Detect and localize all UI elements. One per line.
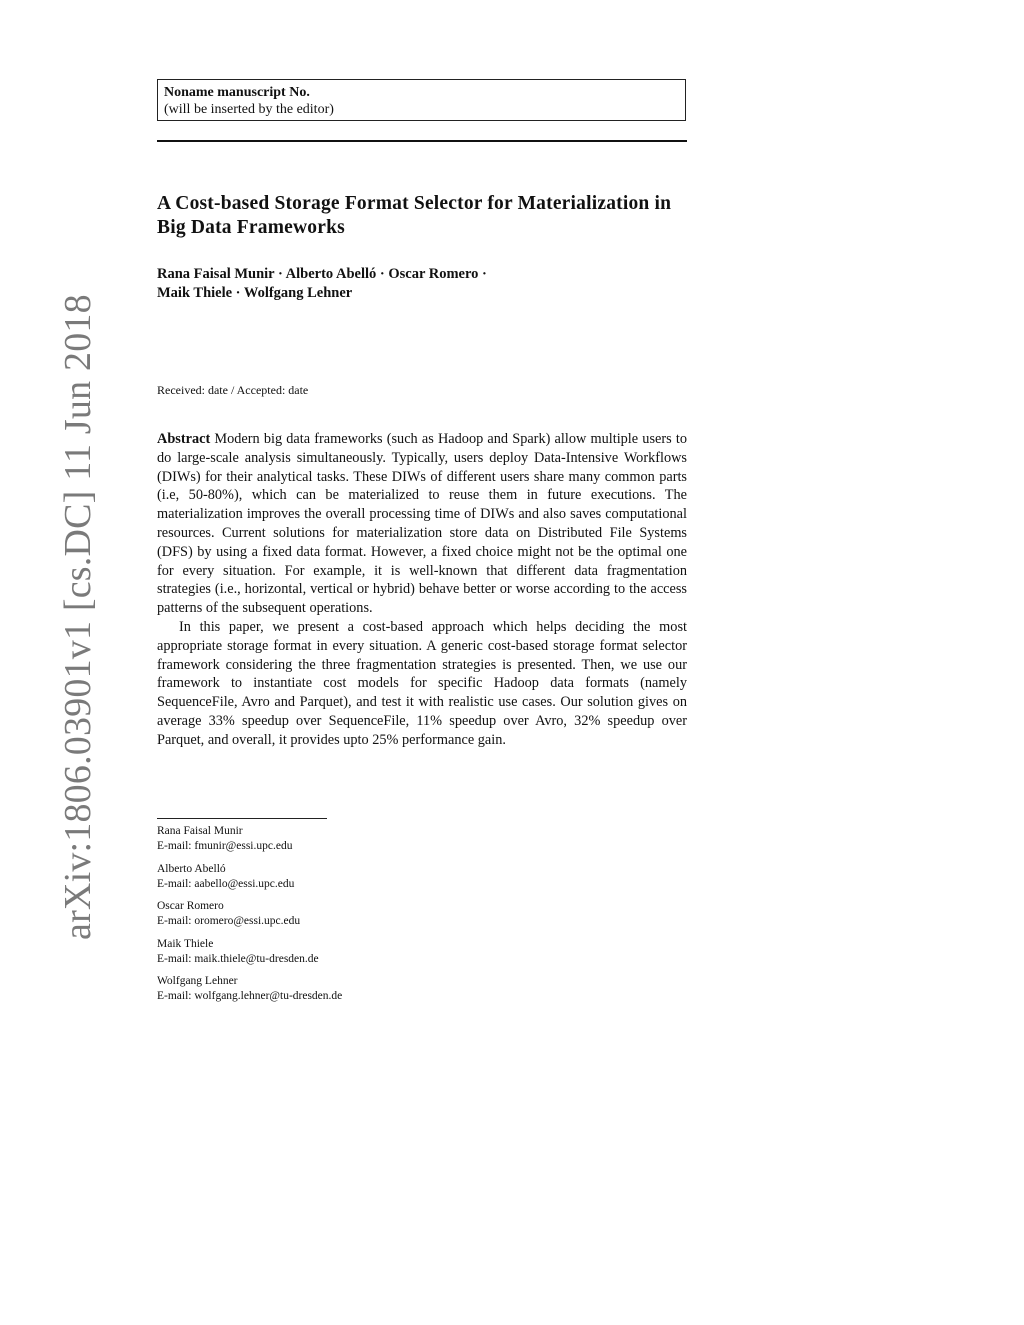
header-rule	[157, 140, 687, 142]
footnote-author-name: Alberto Abelló	[157, 862, 226, 875]
author-footnotes	[157, 824, 557, 1012]
abstract-text-1: Modern big data frameworks (such as Hadoop and Spark) allow multiple users to do large-scale analysis simultaneously. Typically, users deploy Data-Intensive Workflows (DIWs) for their analytical tasks. These DIWs of different users share many common parts (i.e, 50-80%), which can be materialized to reuse them in future executions. The materialization improves the overall processing time of DIWs and also saves computational resources. Current solutions for materialization store data on Distributed File Systems (DFS) by using a fixed data format. However, a fixed choice might not be the optimal one for every situation. For example, it is well-known that different data fragmentation strategies (i.e., horizontal, vertical or hybrid) behave better or worse according to the access patterns of the subsequent operations.	[157, 431, 687, 617]
footnote-author-name: Oscar Romero	[157, 900, 224, 912]
arxiv-stamp: arXiv:1806.03901v1 [cs.DC] 11 Jun 2018	[57, 294, 99, 940]
footnote-author-email: E-mail: fmunir@essi.upc.edu	[157, 840, 293, 852]
abstract-label: Abstract	[157, 431, 211, 447]
editor-note: (will be inserted by the editor)	[164, 102, 334, 117]
footnote-author-name: Maik Thiele	[157, 937, 214, 950]
footnote-author-name: Wolfgang Lehner	[157, 975, 238, 987]
footnote-entry	[157, 974, 557, 1004]
footnote-entry	[157, 937, 557, 967]
abstract-paragraph-1	[157, 430, 687, 618]
footnote-author-email: E-mail: wolfgang.lehner@tu-dresden.de	[157, 990, 343, 1002]
paper-title: A Cost-based Storage Format Selector for Materialization in Big Data Frameworks	[157, 193, 672, 238]
footnote-author-email: E-mail: aabello@essi.upc.edu	[157, 877, 295, 890]
footnote-author-name: Rana Faisal Munir	[157, 825, 243, 837]
abstract	[157, 430, 687, 750]
footnote-author-email: E-mail: maik.thiele@tu-dresden.de	[157, 952, 319, 965]
footnote-rule	[157, 818, 327, 819]
author-list: Rana Faisal Munir · Alberto Abelló · Oscar Romero · Maik Thiele · Wolfgang Lehner	[157, 266, 487, 301]
footnote-entry	[157, 824, 557, 854]
manuscript-label: Noname manuscript No.	[164, 85, 310, 100]
footnote-author-email: E-mail: oromero@essi.upc.edu	[157, 915, 301, 927]
manuscript-box	[157, 79, 686, 121]
footnote-entry	[157, 862, 557, 892]
received-date: Received: date / Accepted: date	[157, 383, 309, 397]
footnote-entry	[157, 899, 557, 929]
abstract-paragraph-2: In this paper, we present a cost-based approach which helps deciding the most appropriate storage format in every situation. A generic cost-based storage format selector framework considering the three fragmentation strategies is presented. Then, we use our framework to instantiate cost models for specific Hadoop data formats (namely SequenceFile, Avro and Parquet), and test it with realistic use cases. Our solution gives on average 33% speedup over SequenceFile, 11% speedup over Avro, 32% speedup over Parquet, and overall, it provides upto 25% performance gain.	[157, 618, 687, 748]
